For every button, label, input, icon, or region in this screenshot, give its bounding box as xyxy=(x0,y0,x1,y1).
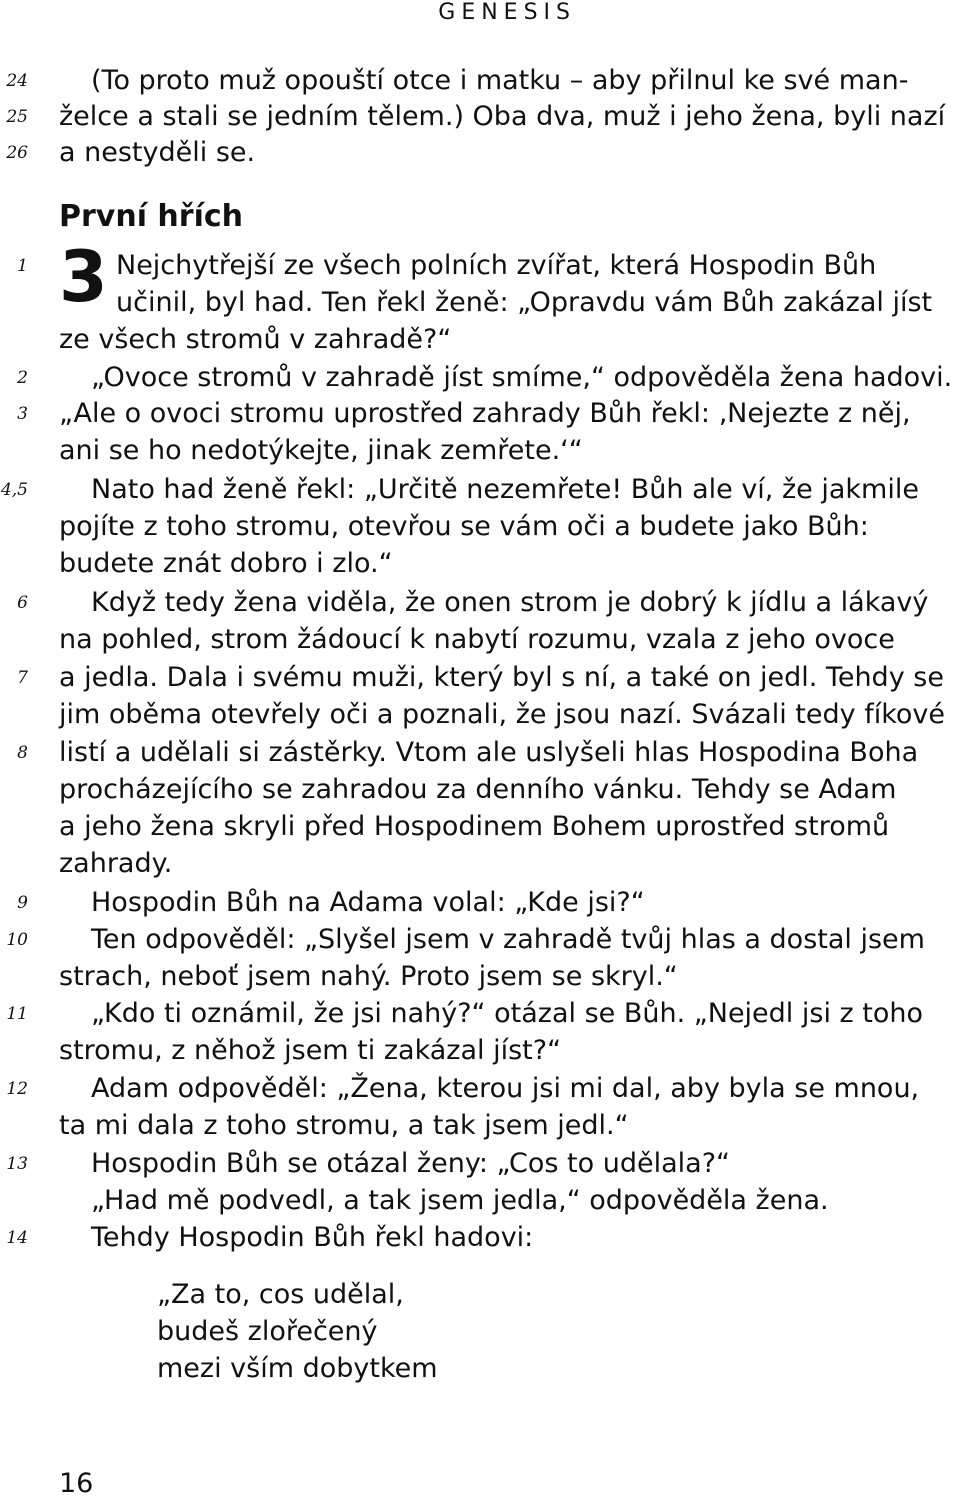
text-line: „Kdo ti oznámil, že jsi nahý?“ otázal se Bůh. „Nejedl jsi z toho xyxy=(91,998,924,1029)
verse-number: 24 xyxy=(6,71,28,91)
text-line: Nejchytřejší ze všech polních zvířat, která Hospodin Bůh xyxy=(116,250,877,281)
verse-number: 9 xyxy=(17,893,28,913)
text-line: strach, neboť jsem nahý. Proto jsem se skryl.“ xyxy=(59,961,678,992)
text-line: „Ale o ovoci stromu uprostřed zahrady Bůh řekl: ‚Nejezte z něj, xyxy=(59,398,911,429)
text-line: a jedla. Dala i svému muži, který byl s ní, a také on jedl. Tehdy se xyxy=(59,662,944,693)
text-line: procházejícího se zahradou za denního vánku. Tehdy se Adam xyxy=(59,774,897,805)
verse-number: 3 xyxy=(17,404,28,424)
verse-number: 2 xyxy=(17,368,28,388)
verse-number: 1 xyxy=(17,256,28,276)
verse-number: 11 xyxy=(6,1004,28,1024)
text-line: „Had mě podvedl, a tak jsem jedla,“ odpověděla žena. xyxy=(91,1185,829,1216)
text-line: (To proto muž opouští otce i matku – aby přilnul ke své man- xyxy=(91,65,909,96)
text-line: želce a stali se jedním tělem.) Oba dva, muž i jeho žena, byli nazí xyxy=(59,101,946,132)
text-line: Když tedy žena viděla, že onen strom je dobrý k jídlu a lákavý xyxy=(91,587,929,618)
text-line: učinil, byl had. Ten řekl ženě: „Opravdu vám Bůh zakázal jíst xyxy=(116,287,933,318)
running-header: GENESIS xyxy=(438,0,576,25)
chapter-number: 3 xyxy=(59,236,108,318)
poem-line: mezi vším dobytkem xyxy=(157,1353,438,1384)
verse-number: 7 xyxy=(17,668,28,688)
verse-number: 6 xyxy=(17,593,28,613)
text-line: ani se ho nedotýkejte, jinak zemřete.‘“ xyxy=(59,435,583,466)
text-line: ta mi dala z toho stromu, a tak jsem jedl.“ xyxy=(59,1110,629,1141)
poem-line: „Za to, cos udělal, xyxy=(157,1279,404,1310)
text-line: a nestyděli se. xyxy=(59,137,256,168)
text-line: Nato had ženě řekl: „Určitě nezemřete! Bůh ale ví, že jakmile xyxy=(91,474,919,505)
text-line: ze všech stromů v zahradě?“ xyxy=(59,324,452,355)
verse-number: 14 xyxy=(6,1228,28,1248)
text-line: Adam odpověděl: „Žena, kterou jsi mi dal, aby byla se mnou, xyxy=(91,1073,920,1104)
verse-number: 25 xyxy=(6,107,28,127)
text-line: zahrady. xyxy=(59,848,173,879)
text-line: Hospodin Bůh na Adama volal: „Kde jsi?“ xyxy=(91,887,645,918)
text-line: pojíte z toho stromu, otevřou se vám oči a budete jako Bůh: xyxy=(59,511,869,542)
verse-number: 10 xyxy=(6,930,28,950)
verse-number: 8 xyxy=(17,743,28,763)
verse-number: 4,5 xyxy=(0,480,28,500)
poem-line: budeš zlořečený xyxy=(157,1316,378,1347)
text-line: Ten odpověděl: „Slyšel jsem v zahradě tvůj hlas a dostal jsem xyxy=(91,924,925,955)
text-line: Hospodin Bůh se otázal ženy: „Cos to udělala?“ xyxy=(91,1148,731,1179)
text-line: budete znát dobro i zlo.“ xyxy=(59,548,393,579)
page-number: 16 xyxy=(59,1468,94,1499)
verse-number: 13 xyxy=(6,1154,28,1174)
section-heading: První hřích xyxy=(59,199,243,234)
verse-number: 26 xyxy=(6,143,28,163)
text-line: „Ovoce stromů v zahradě jíst smíme,“ odpověděla žena hadovi. xyxy=(91,362,953,393)
text-line: na pohled, strom žádoucí k nabytí rozumu, vzala z jeho ovoce xyxy=(59,624,895,655)
text-line: listí a udělali si zástěrky. Vtom ale uslyšeli hlas Hospodina Boha xyxy=(59,737,919,768)
text-line: stromu, z něhož jsem ti zakázal jíst?“ xyxy=(59,1035,562,1066)
verse-number: 12 xyxy=(6,1079,28,1099)
text-line: jim oběma otevřely oči a poznali, že jsou nazí. Svázali tedy fíkové xyxy=(59,699,945,730)
text-line: a jeho žena skryli před Hospodinem Bohem uprostřed stromů xyxy=(59,811,890,842)
text-line: Tehdy Hospodin Bůh řekl hadovi: xyxy=(91,1222,534,1253)
